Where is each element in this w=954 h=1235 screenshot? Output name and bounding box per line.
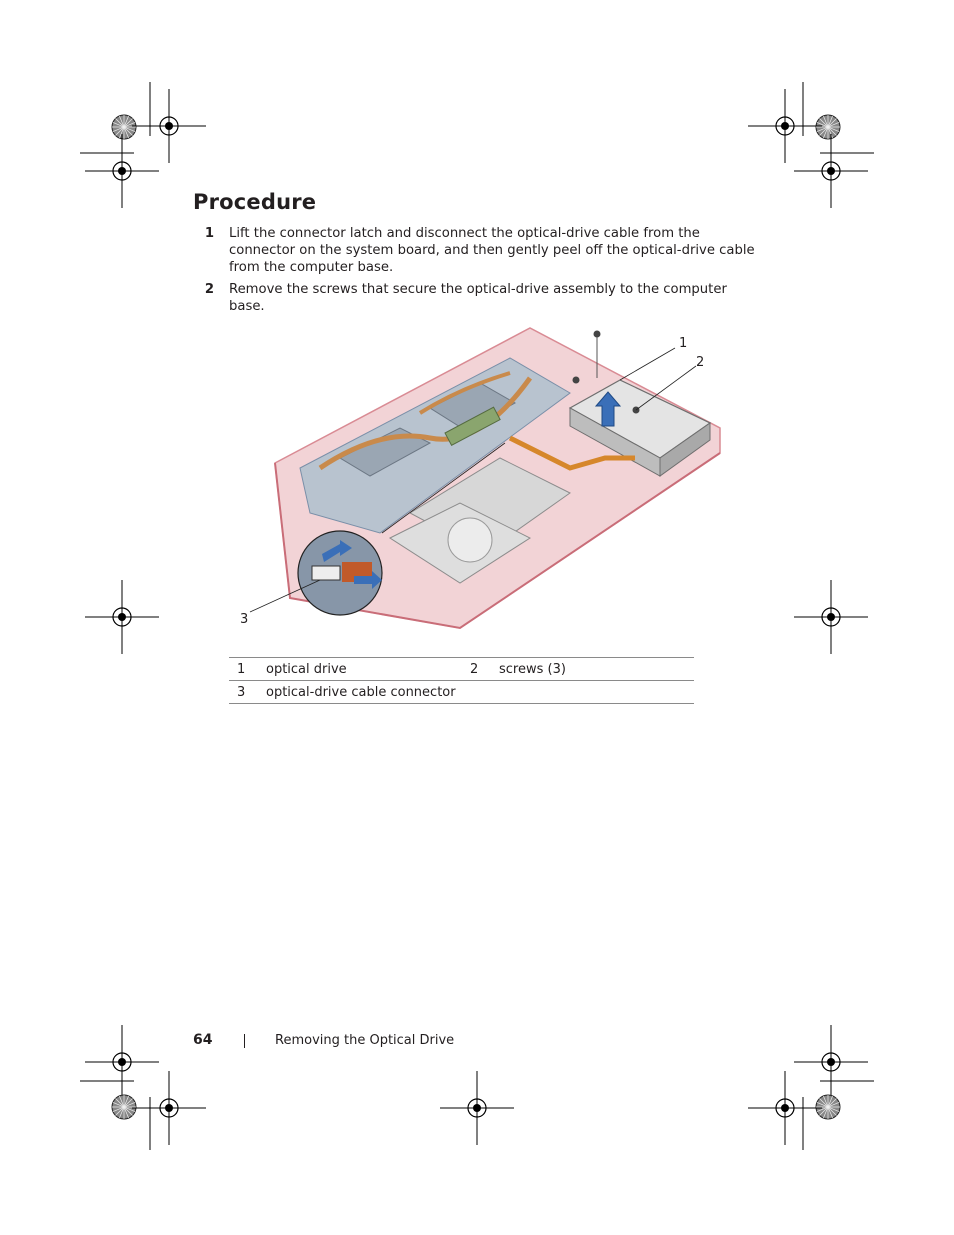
legend-label	[499, 681, 694, 704]
callout-1: 1	[679, 336, 688, 351]
callout-2: 2	[696, 355, 705, 370]
registration-mark	[794, 134, 868, 208]
chapter-title: Removing the Optical Drive	[275, 1033, 455, 1048]
step-number: 2	[204, 282, 214, 297]
legend-label: optical drive	[266, 658, 470, 681]
step-text: Lift the connector latch and disconnect the optical-drive cable from the connector on the system board, and then gently peel off the optical-drive cable from the computer base.	[229, 226, 755, 275]
starburst-mark	[816, 115, 840, 139]
legend-label: optical-drive cable connector	[266, 681, 470, 704]
step-number: 1	[204, 226, 214, 241]
registration-mark	[794, 1025, 868, 1099]
registration-mark	[748, 1071, 822, 1145]
footer-divider	[244, 1034, 245, 1048]
registration-mark	[85, 1025, 159, 1099]
table-row	[229, 681, 694, 704]
registration-mark	[794, 580, 868, 654]
registration-mark	[132, 89, 206, 163]
registration-mark	[440, 1071, 514, 1145]
step-text: Remove the screws that secure the optical-drive assembly to the computer base.	[229, 282, 727, 314]
starburst-mark	[112, 115, 136, 139]
callout-legend-table	[229, 657, 694, 704]
registration-mark	[85, 580, 159, 654]
screw	[594, 331, 601, 338]
section-heading: Procedure	[193, 190, 317, 214]
table-row	[229, 658, 694, 681]
legend-number: 2	[470, 658, 499, 681]
starburst-mark	[816, 1095, 840, 1119]
optical-drive-removal-illustration	[230, 318, 730, 638]
registration-mark	[132, 1071, 206, 1145]
starburst-mark	[112, 1095, 136, 1119]
legend-number	[470, 681, 499, 704]
callout-3: 3	[240, 612, 249, 627]
screw	[573, 377, 580, 384]
legend-label: screws (3)	[499, 658, 694, 681]
page-number: 64	[193, 1032, 213, 1048]
registration-mark	[85, 134, 159, 208]
registration-mark	[748, 89, 822, 163]
legend-number: 3	[229, 681, 266, 704]
legend-number: 1	[229, 658, 266, 681]
